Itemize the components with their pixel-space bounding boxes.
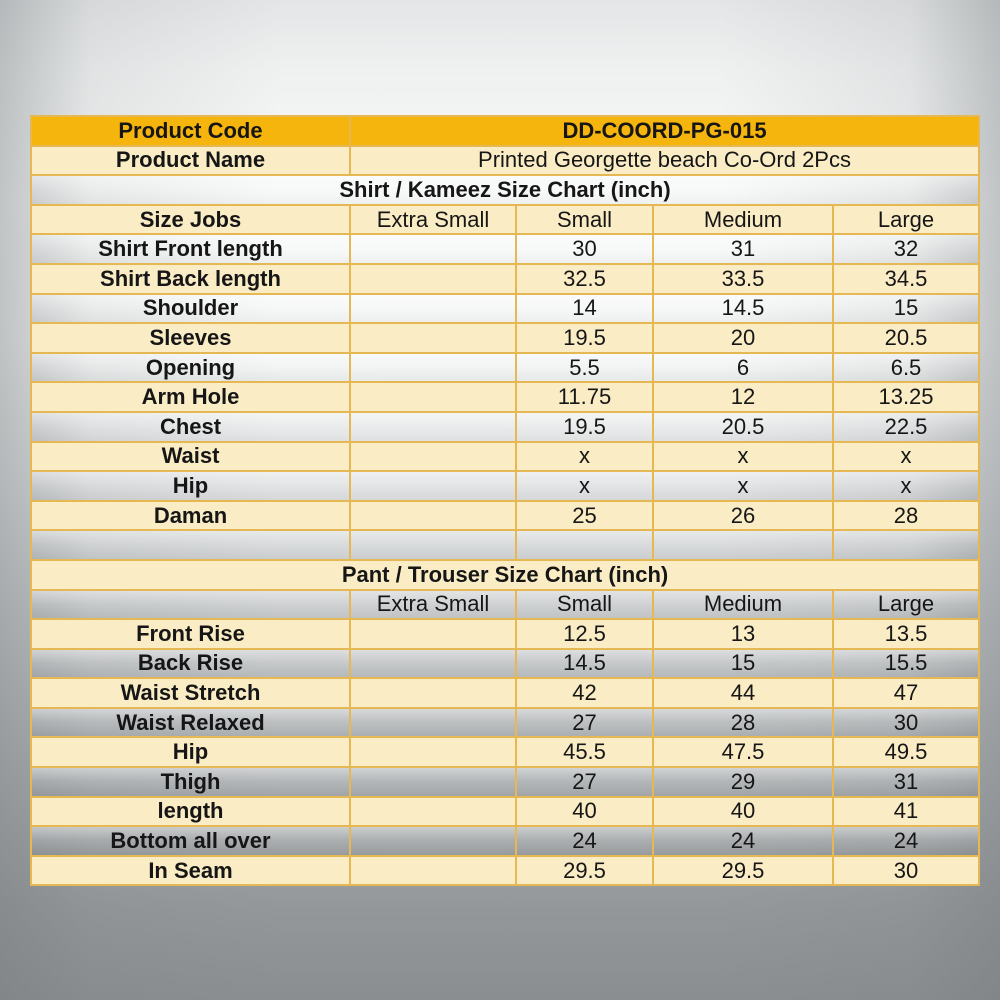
column-header-medium: Medium [653, 205, 833, 235]
row-label: Daman [31, 501, 350, 531]
size-value-cell: 42 [516, 678, 653, 708]
row-label: Shirt Front length [31, 234, 350, 264]
table-row [31, 767, 979, 797]
column-header-small: Small [516, 205, 653, 235]
table-row [31, 323, 979, 353]
spacer-cell [516, 530, 653, 560]
size-value-cell [350, 323, 516, 353]
size-value-cell: 14 [516, 294, 653, 324]
table-row [31, 737, 979, 767]
row-label: Waist [31, 442, 350, 472]
pant-chart-title-row [31, 560, 979, 590]
row-label: In Seam [31, 856, 350, 886]
row-label: Bottom all over [31, 826, 350, 856]
size-value-cell: 11.75 [516, 382, 653, 412]
row-label: Shoulder [31, 294, 350, 324]
table-row [31, 649, 979, 679]
size-value-cell [350, 797, 516, 827]
table-row [31, 708, 979, 738]
size-value-cell: 24 [516, 826, 653, 856]
product-name-label: Product Name [31, 146, 350, 176]
spacer-cell [653, 530, 833, 560]
column-header-large: Large [833, 205, 979, 235]
size-value-cell: 6 [653, 353, 833, 383]
size-value-cell [350, 619, 516, 649]
size-value-cell: 5.5 [516, 353, 653, 383]
size-value-cell: 24 [833, 826, 979, 856]
size-value-cell: 6.5 [833, 353, 979, 383]
size-value-cell: 49.5 [833, 737, 979, 767]
size-value-cell: x [833, 442, 979, 472]
size-value-cell: 27 [516, 767, 653, 797]
table-row [31, 442, 979, 472]
spacer-cell [350, 530, 516, 560]
size-value-cell: 28 [833, 501, 979, 531]
size-value-cell: 25 [516, 501, 653, 531]
row-label: Chest [31, 412, 350, 442]
size-value-cell: 19.5 [516, 412, 653, 442]
size-value-cell: 20.5 [653, 412, 833, 442]
size-value-cell [350, 737, 516, 767]
size-value-cell: 22.5 [833, 412, 979, 442]
size-chart-body [31, 116, 979, 885]
size-value-cell: 40 [653, 797, 833, 827]
size-value-cell: 13.25 [833, 382, 979, 412]
size-value-cell: 30 [833, 708, 979, 738]
size-value-cell [350, 471, 516, 501]
size-value-cell: x [516, 471, 653, 501]
shirt-chart-title: Shirt / Kameez Size Chart (inch) [31, 175, 979, 205]
table-row [31, 619, 979, 649]
size-value-cell [350, 678, 516, 708]
row-label: Thigh [31, 767, 350, 797]
size-value-cell [350, 826, 516, 856]
size-value-cell [350, 856, 516, 886]
size-value-cell [350, 708, 516, 738]
size-value-cell: 15 [653, 649, 833, 679]
table-row [31, 294, 979, 324]
pant-chart-header-row [31, 590, 979, 620]
size-value-cell: 28 [653, 708, 833, 738]
size-value-cell: 29.5 [653, 856, 833, 886]
table-row [31, 412, 979, 442]
size-value-cell: 33.5 [653, 264, 833, 294]
row-label: Sleeves [31, 323, 350, 353]
size-value-cell: 32.5 [516, 264, 653, 294]
size-value-cell: 24 [653, 826, 833, 856]
row-label: Opening [31, 353, 350, 383]
table-row [31, 797, 979, 827]
size-chart-table [30, 115, 980, 886]
size-value-cell: 45.5 [516, 737, 653, 767]
size-value-cell: x [833, 471, 979, 501]
size-value-cell: x [653, 442, 833, 472]
size-value-cell: 47.5 [653, 737, 833, 767]
row-label: Shirt Back length [31, 264, 350, 294]
size-value-cell: 13 [653, 619, 833, 649]
size-value-cell [350, 442, 516, 472]
size-value-cell: 47 [833, 678, 979, 708]
row-label: Front Rise [31, 619, 350, 649]
table-row [31, 471, 979, 501]
size-value-cell: 29.5 [516, 856, 653, 886]
size-value-cell: 31 [653, 234, 833, 264]
size-value-cell [350, 294, 516, 324]
column-header-medium: Medium [653, 590, 833, 620]
product-name-row [31, 146, 979, 176]
table-row [31, 856, 979, 886]
size-value-cell: 31 [833, 767, 979, 797]
product-code-row [31, 116, 979, 146]
size-value-cell: 41 [833, 797, 979, 827]
size-value-cell: 13.5 [833, 619, 979, 649]
size-value-cell: x [653, 471, 833, 501]
size-value-cell: 30 [516, 234, 653, 264]
size-value-cell: 20 [653, 323, 833, 353]
size-value-cell [350, 234, 516, 264]
size-value-cell: 12 [653, 382, 833, 412]
row-label: Hip [31, 471, 350, 501]
row-label: Hip [31, 737, 350, 767]
size-value-cell: 20.5 [833, 323, 979, 353]
size-value-cell: 15 [833, 294, 979, 324]
size-value-cell: 34.5 [833, 264, 979, 294]
size-value-cell: 14.5 [516, 649, 653, 679]
size-value-cell: 14.5 [653, 294, 833, 324]
shirt-chart-title-row [31, 175, 979, 205]
size-value-cell: 27 [516, 708, 653, 738]
column-header-extra-small: Extra Small [350, 205, 516, 235]
size-value-cell: 30 [833, 856, 979, 886]
pant-chart-title: Pant / Trouser Size Chart (inch) [31, 560, 979, 590]
size-value-cell: 32 [833, 234, 979, 264]
spacer-cell [31, 530, 350, 560]
table-row [31, 353, 979, 383]
size-value-cell: 15.5 [833, 649, 979, 679]
column-header-size-jobs: Size Jobs [31, 205, 350, 235]
product-name-value: Printed Georgette beach Co-Ord 2Pcs [350, 146, 979, 176]
column-header-small: Small [516, 590, 653, 620]
column-header-large: Large [833, 590, 979, 620]
size-value-cell: x [516, 442, 653, 472]
table-row [31, 826, 979, 856]
size-value-cell [350, 649, 516, 679]
row-label: length [31, 797, 350, 827]
size-value-cell [350, 501, 516, 531]
table-row [31, 264, 979, 294]
row-label: Arm Hole [31, 382, 350, 412]
column-header-blank [31, 590, 350, 620]
spacer-cell [833, 530, 979, 560]
shirt-chart-header-row [31, 205, 979, 235]
size-value-cell: 26 [653, 501, 833, 531]
size-value-cell: 19.5 [516, 323, 653, 353]
size-value-cell [350, 767, 516, 797]
row-label: Waist Relaxed [31, 708, 350, 738]
size-value-cell [350, 382, 516, 412]
table-row [31, 382, 979, 412]
size-value-cell [350, 353, 516, 383]
size-value-cell: 40 [516, 797, 653, 827]
table-row [31, 501, 979, 531]
size-value-cell: 44 [653, 678, 833, 708]
table-row [31, 234, 979, 264]
spacer-row [31, 530, 979, 560]
size-value-cell [350, 412, 516, 442]
table-row [31, 678, 979, 708]
row-label: Waist Stretch [31, 678, 350, 708]
product-code-label: Product Code [31, 116, 350, 146]
size-value-cell: 12.5 [516, 619, 653, 649]
size-value-cell: 29 [653, 767, 833, 797]
product-code-value: DD-COORD-PG-015 [350, 116, 979, 146]
size-value-cell [350, 264, 516, 294]
row-label: Back Rise [31, 649, 350, 679]
column-header-extra-small: Extra Small [350, 590, 516, 620]
